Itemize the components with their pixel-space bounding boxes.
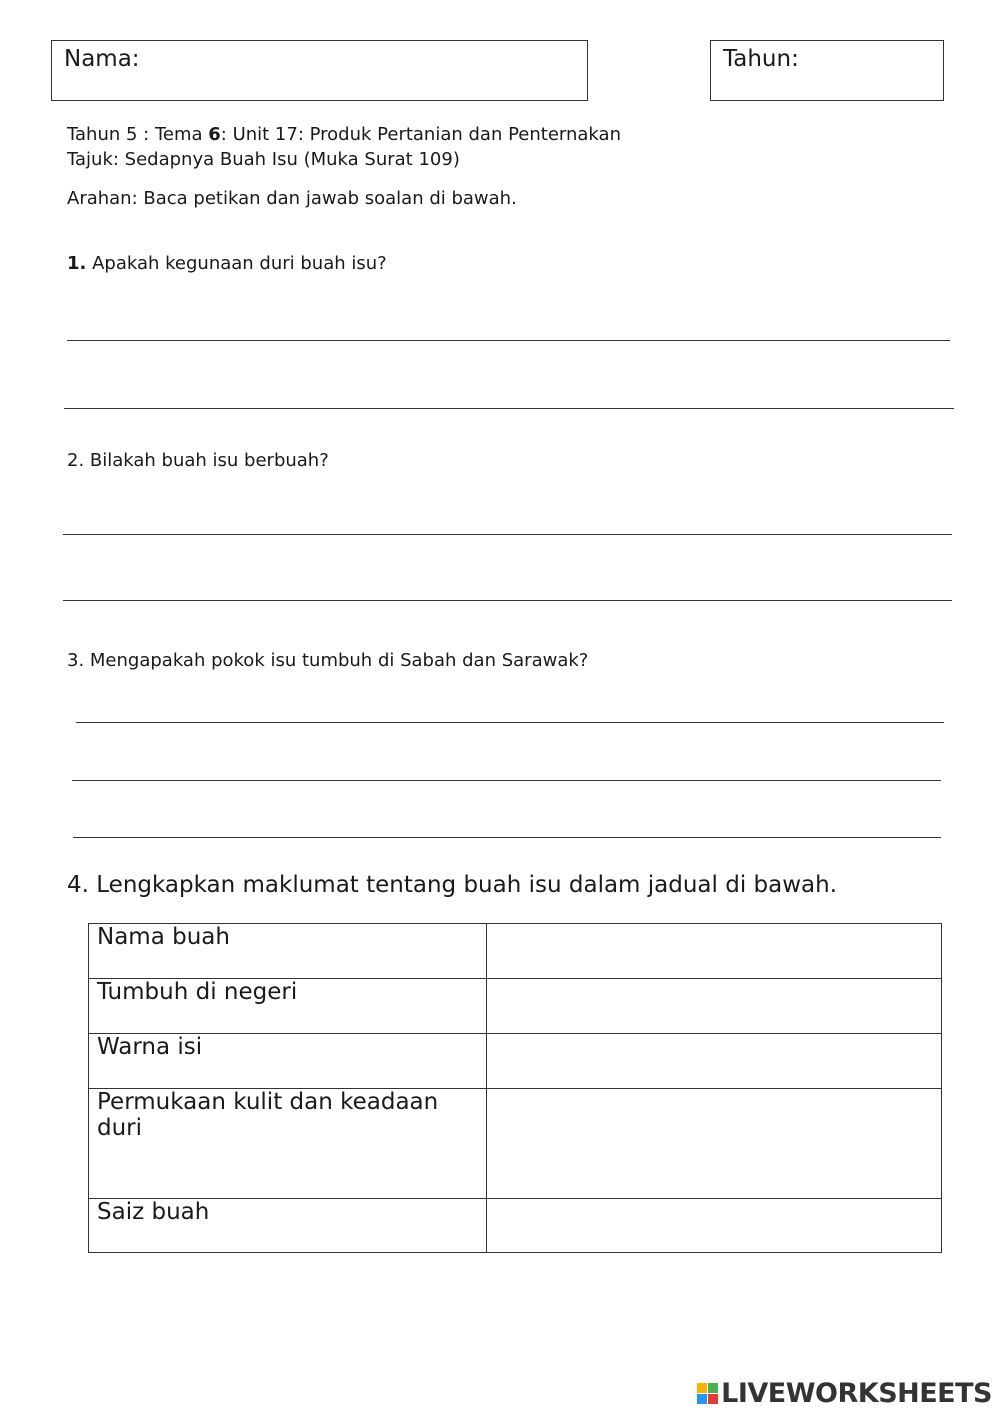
unit-heading-part2: : Unit 17: Produk Pertanian dan Penternakan: [220, 124, 621, 145]
logo-square-3: [697, 1394, 707, 1404]
question-1: [67, 253, 387, 274]
question-2: 2. Bilakah buah isu berbuah?: [67, 450, 329, 471]
answer-line-q3-1: [76, 722, 944, 723]
theme-number: 6: [208, 124, 221, 145]
fruit-info-table: [88, 923, 942, 1253]
answer-input-q1-1[interactable]: [67, 309, 954, 339]
fruit-name-input[interactable]: [487, 931, 945, 948]
answer-input-q2-2[interactable]: [63, 569, 956, 599]
question-4: 4. Lengkapkan maklumat tentang buah isu dalam jadual di bawah.: [67, 872, 838, 898]
table-row: [89, 979, 942, 1034]
answer-line-q1-1: [67, 340, 950, 341]
answer-line-q2-2: [63, 600, 952, 601]
fruit-size-input[interactable]: [487, 1206, 945, 1223]
logo-mark-icon: [697, 1383, 718, 1404]
answer-line-q1-2: [64, 408, 954, 409]
state-input[interactable]: [487, 986, 945, 1003]
name-label: Nama:: [64, 46, 140, 72]
logo-square-2: [708, 1383, 718, 1393]
instruction-text: Arahan: Baca petikan dan jawab soalan di bawah.: [67, 188, 517, 209]
logo-square-4: [708, 1394, 718, 1404]
answer-line-q3-3: [73, 837, 941, 838]
answer-line-q2-1: [63, 534, 952, 535]
topic-title: Tajuk: Sedapnya Buah Isu (Muka Surat 109): [67, 149, 460, 170]
table-value-cell: [487, 1089, 942, 1199]
table-value-cell: [487, 1199, 942, 1253]
name-box: [51, 40, 588, 101]
answer-input-q3-1[interactable]: [76, 691, 948, 721]
table-row: [89, 1199, 942, 1253]
answer-input-q1-2[interactable]: [64, 377, 958, 407]
answer-input-q3-2[interactable]: [72, 749, 945, 779]
unit-heading-part1: Tahun 5 : Tema: [67, 124, 209, 145]
table-row: [89, 1089, 942, 1199]
year-box: [710, 40, 944, 101]
answer-input-q3-3[interactable]: [73, 806, 945, 836]
table-label-cell: Saiz buah: [89, 1199, 487, 1253]
name-input[interactable]: [52, 41, 591, 102]
table-label-cell: Tumbuh di negeri: [89, 979, 487, 1034]
logo-square-1: [697, 1383, 707, 1393]
answer-input-q2-1[interactable]: [63, 503, 956, 533]
year-input[interactable]: [711, 41, 947, 102]
question-3: 3. Mengapakah pokok isu tumbuh di Sabah dan Sarawak?: [67, 650, 589, 671]
question-1-number: 1.: [67, 253, 87, 274]
table-value-cell: [487, 924, 942, 979]
table-row: [89, 924, 942, 979]
skin-thorns-input[interactable]: [487, 1096, 945, 1113]
flesh-color-input[interactable]: [487, 1041, 945, 1058]
liveworksheets-logo: [697, 1378, 992, 1408]
table-value-cell: [487, 1034, 942, 1089]
table-label-cell: Warna isi: [89, 1034, 487, 1089]
answer-line-q3-2: [72, 780, 941, 781]
question-1-text: Apakah kegunaan duri buah isu?: [86, 253, 387, 274]
table-label-cell: Permukaan kulit dan keadaan duri: [89, 1089, 487, 1199]
table-row: [89, 1034, 942, 1089]
logo-text: LIVEWORKSHEETS: [721, 1377, 992, 1409]
table-value-cell: [487, 979, 942, 1034]
table-label-cell: Nama buah: [89, 924, 487, 979]
year-label: Tahun:: [723, 46, 799, 72]
unit-heading: [67, 124, 621, 146]
